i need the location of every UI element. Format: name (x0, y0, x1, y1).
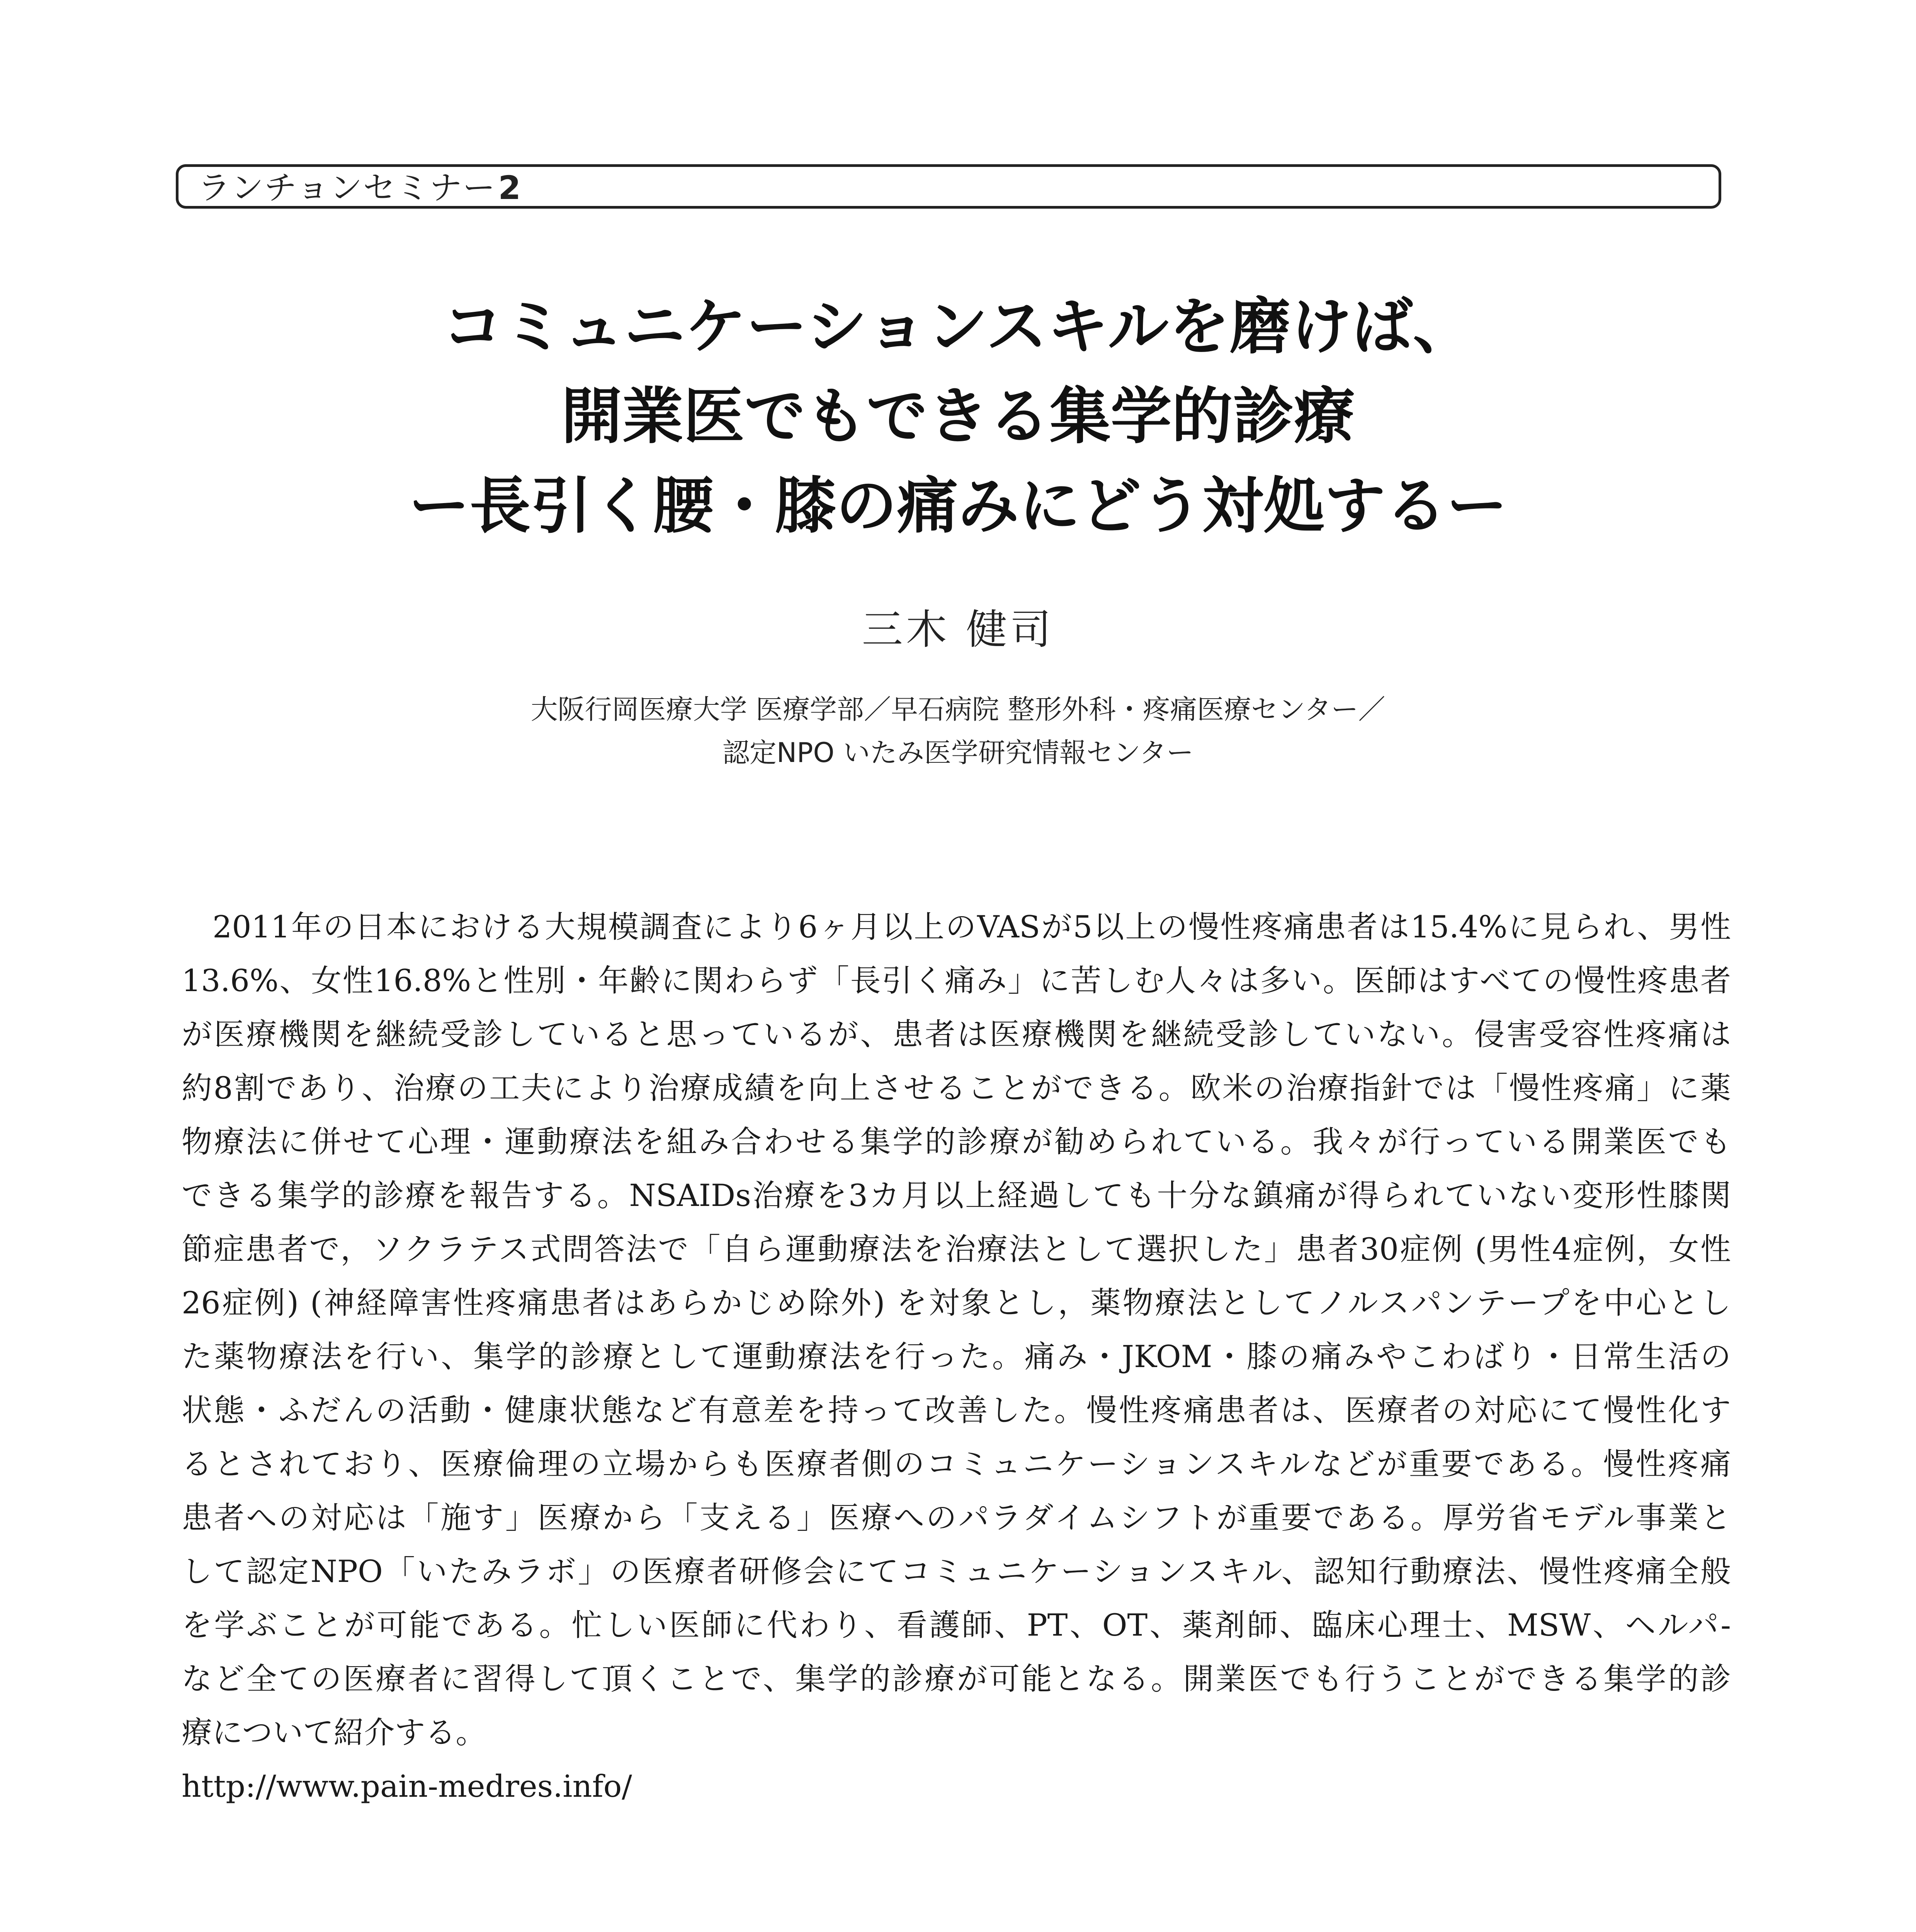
abstract-line: など全ての医療者に習得して頂くことで、集学的診療が可能となる。開業医でも行うことができる集学的診 (182, 1661, 1731, 1697)
session-label: ランチョンセミナー2 (198, 169, 522, 207)
abstract-line: 26症例) (神経障害性疼痛患者はあらかじめ除外) を対象とし，薬物療法としてノルスパンテープを中心とし (182, 1285, 1731, 1321)
title-line-3: ー長引く腰・膝の痛みにどう対処するー (408, 471, 1508, 542)
reference-url[interactable]: http://www.pain-medres.info/ (182, 1769, 632, 1804)
affiliation-line-2: 認定NPO いたみ医学研究情報センター (722, 737, 1194, 769)
abstract-line: 物療法に併せて心理・運動療法を組み合わせる集学的診療が勧められている。我々が行っている開業医でも (182, 1124, 1731, 1160)
abstract-line: 患者への対応は「施す」医療から「支える」医療へのパラダイムシフトが重要である。厚労省モデル事業と (182, 1500, 1731, 1536)
abstract-line: して認定NPO「いたみラボ」の医療者研修会にてコミュニケーションスキル、認知行動療法、慢性疼痛全般 (182, 1554, 1731, 1589)
affiliation (0, 688, 1916, 774)
title-line-2: 開業医でもできる集学的診療 (561, 381, 1355, 452)
title-line-1: コミュニケーションスキルを磨けば、 (442, 291, 1474, 362)
abstract-body (182, 900, 1731, 1813)
abstract-line: 節症患者で，ソクラテス式問答法で「自ら運動療法を治療法として選択した」患者30症例 (男性4症例，女性 (182, 1231, 1731, 1267)
abstract-line: るとされており、医療倫理の立場からも医療者側のコミュニケーションスキルなどが重要である。慢性疼痛 (182, 1446, 1731, 1482)
abstract-line: を学ぶことが可能である。忙しい医師に代わり、看護師、PT、OT、薬剤師、臨床心理士、MSW、ヘルパ- (182, 1607, 1731, 1643)
session-header-bar (176, 164, 1721, 209)
abstract-line: 13.6%、女性16.8%と性別・年齢に関わらず「長引く痛み」に苦しむ人々は多い。医師はすべての慢性疼患者 (182, 963, 1731, 998)
session-number: 2 (498, 169, 522, 207)
abstract-line: 2011年の日本における大規模調査により6ヶ月以上のVASが5以上の慢性疼痛患者は15.4%に見られ、男性 (213, 909, 1731, 945)
abstract-line: 約8割であり、治療の工夫により治療成績を向上させることができる。欧米の治療指針では「慢性疼痛」に薬 (182, 1070, 1731, 1106)
affiliation-line-1: 大阪行岡医療大学 医療学部／早石病院 整形外科・疼痛医療センター／ (530, 694, 1386, 725)
title (0, 282, 1916, 551)
abstract-line: が医療機関を継続受診していると思っているが、患者は医療機関を継続受診していない。侵害受容性疼痛は (182, 1017, 1731, 1052)
abstract-line: できる集学的診療を報告する。NSAIDs治療を3カ月以上経過しても十分な鎮痛が得られていない変形性膝関 (182, 1178, 1731, 1213)
author-name: 三木 健司 (862, 606, 1054, 653)
abstract-line: た薬物療法を行い、集学的診療として運動療法を行った。痛み・JKOM・膝の痛みやこわばり・日常生活の (182, 1339, 1731, 1374)
abstract-line: 療について紹介する。 (182, 1715, 486, 1750)
abstract-line: 状態・ふだんの活動・健康状態など有意差を持って改善した。慢性疼痛患者は、医療者の対応にて慢性化す (182, 1393, 1731, 1428)
